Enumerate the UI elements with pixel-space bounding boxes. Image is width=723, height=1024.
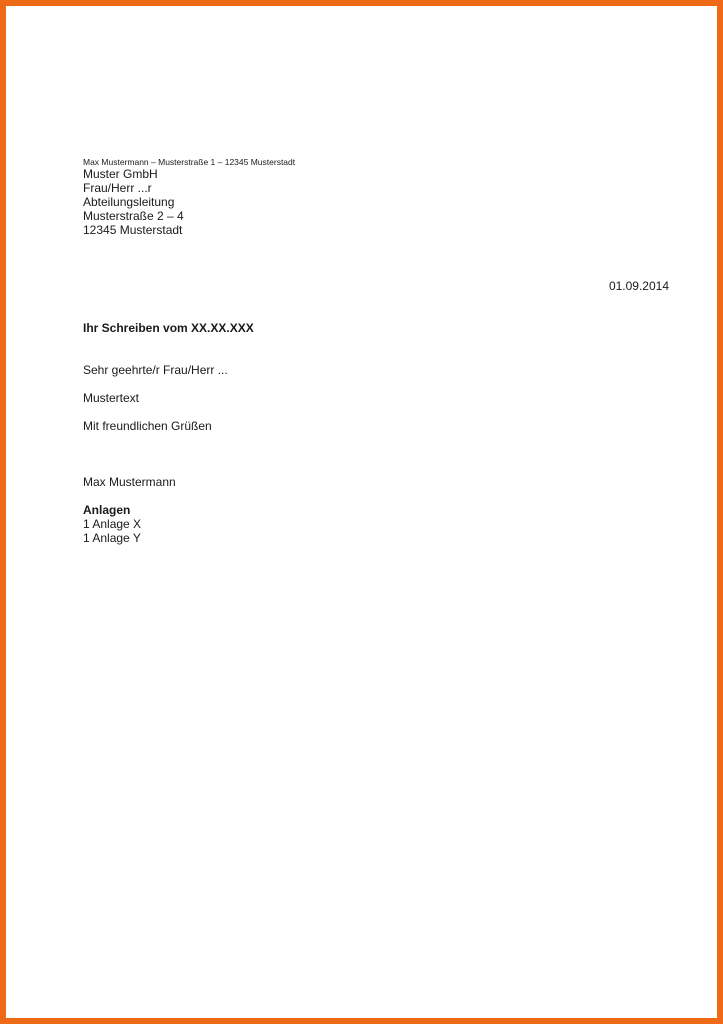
letter-date: 01.09.2014 [608,279,669,293]
letter-closing: Mit freundlichen Grüßen [83,419,212,433]
recipient-address-block [83,167,184,237]
recipient-city: 12345 Musterstadt [83,223,183,237]
attachments-heading: Anlagen [83,503,131,517]
sender-address-line: Max Mustermann – Musterstraße 1 – 12345 Musterstadt [83,157,296,167]
attachment-item: 1 Anlage X [83,517,142,531]
recipient-street: Musterstraße 2 – 4 [83,209,184,223]
letter-signature: Max Mustermann [83,475,176,489]
letter-salutation: Sehr geehrte/r Frau/Herr ... [83,363,228,377]
recipient-department: Abteilungsleitung [83,195,175,209]
letter-subject: Ihr Schreiben vom XX.XX.XXX [83,321,254,335]
letter-page [6,6,717,1018]
recipient-company: Muster GmbH [83,167,158,181]
recipient-person: Frau/Herr ...r [83,181,152,195]
attachments-block [83,503,141,545]
letter-body: Mustertext [83,391,140,405]
attachment-item: 1 Anlage Y [83,531,141,545]
